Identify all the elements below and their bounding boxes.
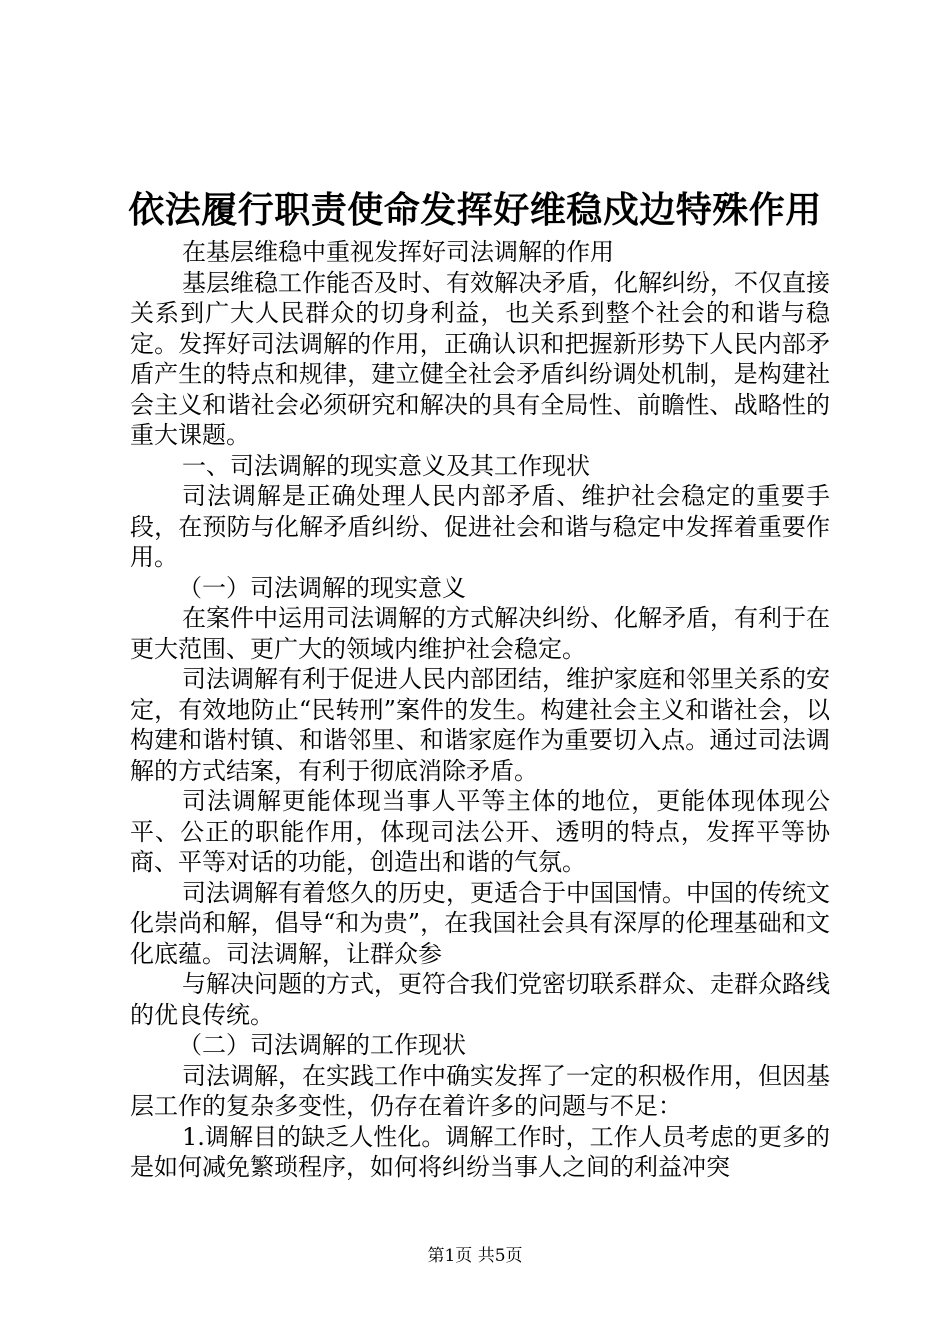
body-paragraph: 司法调解是正确处理人民内部矛盾、维护社会稳定的重要手段，在预防与化解矛盾纠纷、促进社会和谐与稳定中发挥着重要作用。 <box>130 482 830 571</box>
list-item: 1.调解目的缺乏人性化。调解工作时，工作人员考虑的更多的是如何减免繁琐程序，如何将纠纷当事人之间的利益冲突 <box>130 1122 830 1181</box>
subtitle-paragraph: 在基层维稳中重视发挥好司法调解的作用 <box>182 238 614 266</box>
document-body <box>130 237 830 1183</box>
section-heading: 一、司法调解的现实意义及其工作现状 <box>182 451 590 480</box>
body-paragraph: 司法调解，在实践工作中确实发挥了一定的积极作用，但因基层工作的复杂多变性，仍存在着许多的问题与不足： <box>130 1061 830 1120</box>
body-paragraph: 基层维稳工作能否及时、有效解决矛盾，化解纠纷，不仅直接关系到广大人民群众的切身利益，也关系到整个社会的和谐与稳定。发挥好司法调解的作用，正确认识和把握新形势下人民内部矛盾产生的特点和规律，建立健全社会矛盾纠纷调处机制，是构建社会主义和谐社会必须研究和解决的具有全局性、前瞻性、战略性的重大课题。 <box>130 268 830 449</box>
document-title: 依法履行职责使命发挥好维稳戍边特殊作用 <box>128 189 822 231</box>
subsection-heading: （一）司法调解的现实意义 <box>178 573 466 602</box>
body-paragraph: 在案件中运用司法调解的方式解决纠纷、化解矛盾，有利于在更大范围、更广大的领域内维护社会稳定。 <box>130 604 830 663</box>
subsection-heading: （二）司法调解的工作现状 <box>178 1031 466 1059</box>
body-paragraph: 司法调解更能体现当事人平等主体的地位，更能体现体现公平、公正的职能作用，体现司法公开、透明的特点，发挥平等协商、平等对话的功能，创造出和谐的气氛。 <box>130 787 830 876</box>
body-paragraph: 与解决问题的方式，更符合我们党密切联系群众、走群众路线的优良传统。 <box>130 970 830 1029</box>
body-paragraph: 司法调解有利于促进人民内部团结，维护家庭和邻里关系的安定，有效地防止“民转刑”案件的发生。构建社会主义和谐社会，以构建和谐村镇、和谐邻里、和谐家庭作为重要切入点。通过司法调解的方式结案，有利于彻底消除矛盾。 <box>130 665 830 785</box>
body-paragraph: 司法调解有着悠久的历史，更适合于中国国情。中国的传统文化崇尚和解，倡导“和为贵”，在我国社会具有深厚的伦理基础和文化底蕴。司法调解，让群众参 <box>130 878 830 968</box>
page-number-footer: 第1页 共5页 <box>427 1246 523 1266</box>
